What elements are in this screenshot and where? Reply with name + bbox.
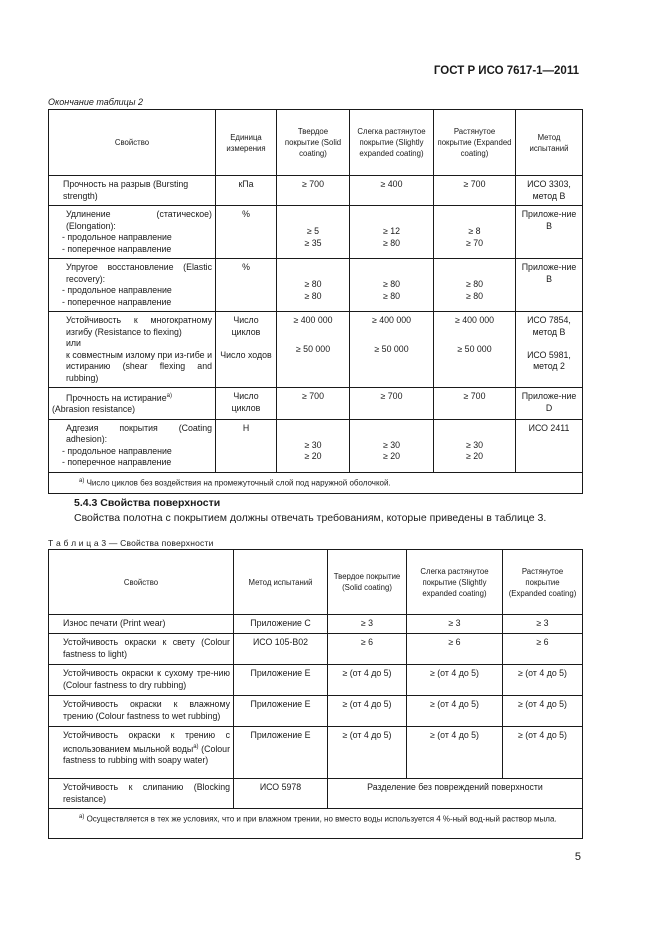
method-cell (516, 312, 583, 388)
table2-header-row (49, 110, 583, 176)
property-sub: - продольное направление (62, 285, 172, 295)
value-cell (277, 419, 350, 472)
table-row (49, 727, 583, 779)
value-cell: ≥ 3 (407, 615, 503, 634)
page-number: 5 (574, 851, 581, 863)
method-cell: ИСО 3303, метод В (516, 176, 583, 206)
value: ≥ 80 (304, 279, 322, 289)
value: ≥ 80 (382, 279, 401, 289)
property-cell (49, 419, 216, 472)
property-cell: Устойчивость окраски к сухому тре-нию (Colour fastness to dry rubbing) (49, 665, 234, 696)
property-cell: Устойчивость окраски к свету (Colour fastness to light) (49, 634, 234, 665)
table-row (49, 615, 583, 634)
property-sub: - поперечное направление (62, 457, 172, 468)
property-en: (Colour fastness to rubbing with soapy water) (63, 743, 230, 765)
table3-caption: Т а б л и ц а 3 — Свойства поверхности (48, 538, 214, 548)
value-cell (277, 259, 350, 312)
value: ≥ 20 (304, 451, 322, 462)
unit-cell: кПа (216, 176, 277, 206)
table-row (49, 634, 583, 665)
value: ≥ 30 (465, 439, 484, 450)
method-cell: Приложе-ние D (516, 388, 583, 420)
table-row (49, 206, 583, 259)
method-cell: Приложе-ние В (516, 206, 583, 259)
value-cell: ≥ (от 4 до 5) (328, 727, 407, 779)
value: ≥ 35 (304, 237, 322, 248)
value-cell: ≥ (от 4 до 5) (328, 665, 407, 696)
method-cell: Приложение С (234, 615, 328, 634)
value: ≥ 80 (465, 279, 484, 289)
table-row (49, 312, 583, 388)
value: ≥ 20 (465, 451, 484, 462)
property-label: Прочность на истирание (66, 392, 167, 403)
table3-footnote-row (49, 809, 583, 839)
unit-cell (216, 312, 277, 388)
col-header: Растянутое покрытие (Expanded coating) (503, 550, 583, 615)
col-header: Слегка растянутое покрытие (Slightly expanded coating) (407, 550, 503, 615)
value: ≥ 30 (382, 439, 401, 450)
value: ≥ 80 (382, 290, 401, 301)
value-cell: ≥ (от 4 до 5) (407, 696, 503, 727)
method-cell: Приложение Е (234, 665, 328, 696)
table3-header-row (49, 550, 583, 615)
col-header: Растянутое покрытие (Expanded coating) (434, 110, 516, 176)
value: ≥ 12 (382, 226, 401, 236)
method-cell: Приложе-ние В (516, 259, 583, 312)
value-cell (434, 259, 516, 312)
property-or: или (66, 338, 81, 348)
section-title: 5.4.3 Свойства поверхности (74, 497, 221, 509)
property-text: к совместным излому при из-гибе и истиранию (shear flexing and rubbing) (66, 349, 212, 383)
table2-footnote-row (49, 472, 583, 493)
footnote-ref: а) (193, 743, 199, 750)
table2 (48, 109, 583, 494)
value: ≥ 5 (306, 226, 320, 236)
method: ИСО 5981, метод 2 (527, 349, 571, 371)
footnote (49, 472, 583, 493)
property-text: Упругое восстановление (Elastic recovery): (66, 262, 212, 284)
value-cell (434, 312, 516, 388)
value-cell: ≥ 400 (350, 176, 434, 206)
property-cell (49, 206, 216, 259)
property-text: Удлинение (статическое) (Elongation): (66, 209, 212, 231)
table-row (49, 665, 583, 696)
footnote-text: Осуществляется в тех же условиях, что и при влажном трении, но вместо воды используется 4 %-ный вод-ный раствор мыла. (86, 814, 557, 824)
value: ≥ 8 (468, 226, 481, 236)
table2-caption: Окончание таблицы 2 (48, 97, 143, 107)
col-header: Метод испытаний (234, 550, 328, 615)
property-text (52, 391, 212, 404)
value-cell (277, 206, 350, 259)
unit: Число ходов (220, 349, 272, 360)
value-cell: ≥ 3 (503, 615, 583, 634)
value-cell: ≥ 6 (503, 634, 583, 665)
property-cell: Прочность на разрыв (Bursting strength) (49, 176, 216, 206)
col-header: Твердое покрытие (Solid coating) (328, 550, 407, 615)
value-cell (350, 259, 434, 312)
col-header: Метод испытаний (516, 110, 583, 176)
value: ≥ 50 000 (457, 343, 492, 354)
value: ≥ 400 000 (454, 315, 495, 325)
footnote-mark: а) (79, 477, 85, 484)
property-text: Устойчивость к многократному изгибу (Resistance to flexing) (66, 315, 212, 337)
property-cell (49, 727, 234, 779)
value-cell (350, 312, 434, 388)
method-cell: ИСО 105-В02 (234, 634, 328, 665)
unit-cell: % (216, 259, 277, 312)
table-row (49, 419, 583, 472)
value-cell: ≥ 700 (277, 176, 350, 206)
value: ≥ 80 (304, 290, 322, 301)
value-cell: ≥ (от 4 до 5) (503, 665, 583, 696)
table-row (49, 388, 583, 420)
section-text: Свойства полотна с покрытием должны отвечать требованиям, которые приведены в таблице 3. (74, 512, 547, 524)
method-cell: ИСО 5978 (234, 779, 328, 809)
method: ИСО 7854, метод В (527, 315, 571, 337)
col-header: Единица измерения (216, 110, 277, 176)
value: ≥ 50 000 (374, 343, 409, 354)
value-cell (350, 206, 434, 259)
property-cell (49, 388, 216, 420)
footnote (49, 809, 583, 839)
merged-value-cell: Разделение без повреждений поверхности (328, 779, 583, 809)
col-header: Слегка растянутое покрытие (Slightly expanded coating) (350, 110, 434, 176)
unit: Число циклов (231, 315, 261, 337)
value-cell: ≥ (от 4 до 5) (503, 727, 583, 779)
col-header: Свойство (49, 110, 216, 176)
value-cell: ≥ (от 4 до 5) (503, 696, 583, 727)
value: ≥ 50 000 (295, 343, 331, 354)
property-label: Устойчивость окраски к трению с использованием мыльной воды (63, 730, 230, 754)
value-cell: ≥ 700 (277, 388, 350, 420)
value-cell (350, 419, 434, 472)
footnote-mark: а) (79, 814, 85, 820)
table3 (48, 549, 583, 839)
value: ≥ 400 000 (371, 315, 412, 325)
value-cell: ≥ 700 (434, 176, 516, 206)
value-cell (434, 206, 516, 259)
value: ≥ 80 (382, 237, 401, 248)
value-cell: ≥ 6 (407, 634, 503, 665)
property-sub: - поперечное направление (62, 296, 172, 307)
property-en: (Abrasion resistance) (52, 404, 136, 415)
method-cell: Приложение Е (234, 696, 328, 727)
property-text: Адгезия покрытия (Coating adhesion): (66, 422, 212, 445)
value-cell (277, 312, 350, 388)
property-sub: - продольное направление (62, 445, 172, 456)
value: ≥ 400 000 (293, 315, 333, 325)
value-cell: ≥ (от 4 до 5) (407, 665, 503, 696)
col-header: Твердое покрытие (Solid coating) (277, 110, 350, 176)
footnote-ref: а) (166, 393, 172, 399)
value: ≥ 30 (304, 439, 322, 450)
property-cell: Устойчивость к слипанию (Blocking resistance) (49, 779, 234, 809)
col-header: Свойство (49, 550, 234, 615)
method-cell: Приложение Е (234, 727, 328, 779)
unit-cell: Н (216, 419, 277, 472)
value: ≥ 70 (465, 237, 484, 248)
value-cell: ≥ (от 4 до 5) (407, 727, 503, 779)
property-sub: - продольное направление (62, 232, 172, 242)
value-cell (434, 419, 516, 472)
method-cell: ИСО 2411 (516, 419, 583, 472)
value-cell: ≥ 700 (434, 388, 516, 420)
unit-cell: Число циклов (216, 388, 277, 420)
footnote-text: Число циклов без воздействия на промежуточный слой под наружной оболочкой. (86, 478, 391, 488)
property-cell (49, 259, 216, 312)
value: ≥ 80 (465, 290, 484, 301)
value-cell: ≥ 3 (328, 615, 407, 634)
value-cell: ≥ 700 (350, 388, 434, 420)
property-sub: - поперечное направление (62, 243, 172, 254)
property-cell: Износ печати (Print wear) (49, 615, 234, 634)
table-row (49, 176, 583, 206)
table-row (49, 696, 583, 727)
value-cell: ≥ 6 (328, 634, 407, 665)
value-cell: ≥ (от 4 до 5) (328, 696, 407, 727)
table-row (49, 259, 583, 312)
table-row (49, 779, 583, 809)
value: ≥ 20 (382, 451, 401, 462)
unit-cell: % (216, 206, 277, 259)
standard-header: ГОСТ Р ИСО 7617-1—2011 (433, 65, 579, 77)
property-cell (49, 312, 216, 388)
property-cell: Устойчивость окраски к влажному трению (Colour fastness to wet rubbing) (49, 696, 234, 727)
